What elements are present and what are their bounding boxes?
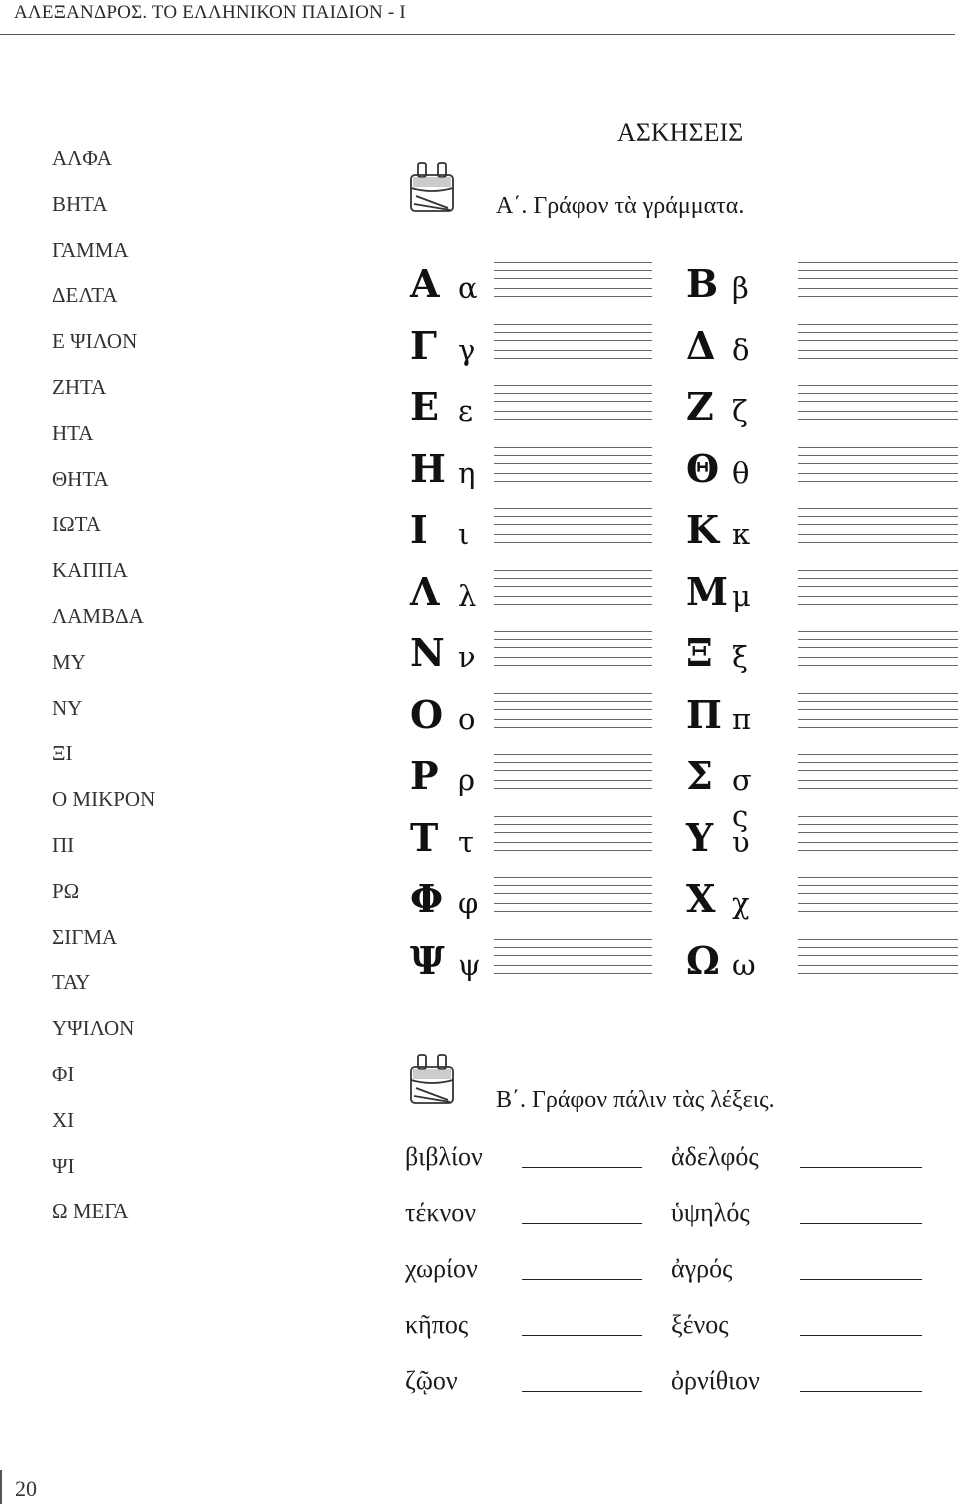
writing-guidelines[interactable] xyxy=(798,570,958,620)
writing-guidelines[interactable] xyxy=(798,385,958,435)
answer-blank[interactable] xyxy=(800,1223,922,1224)
letter-name: ΙΩΤΑ xyxy=(52,512,101,537)
writing-guidelines[interactable] xyxy=(798,508,958,558)
uppercase-letter: Η xyxy=(410,445,446,491)
writing-guidelines[interactable] xyxy=(494,447,652,497)
letter-pair xyxy=(410,631,495,681)
writing-guidelines[interactable] xyxy=(798,631,958,681)
word: τέκνον xyxy=(405,1198,476,1227)
writing-guidelines[interactable] xyxy=(798,262,958,312)
letter-name: Ο ΜΙΚΡΟΝ xyxy=(52,787,156,812)
writing-guidelines[interactable] xyxy=(798,693,958,743)
letter-pair xyxy=(410,385,495,435)
writing-guidelines[interactable] xyxy=(798,816,958,866)
lowercase-letter: θ xyxy=(732,455,750,490)
letter-pair xyxy=(686,753,771,833)
letter-pair xyxy=(686,939,771,989)
uppercase-letter: Ο xyxy=(410,691,444,737)
writing-guidelines[interactable] xyxy=(494,385,652,435)
letter-name: ΨΙ xyxy=(52,1153,75,1178)
letter-pair xyxy=(410,693,495,743)
uppercase-letter: Ε xyxy=(410,384,439,429)
lowercase-letter: δ xyxy=(732,332,750,367)
letter-name: ΔΕΛΤΑ xyxy=(52,283,118,308)
letter-name: ΜΥ xyxy=(52,649,86,674)
answer-blank[interactable] xyxy=(800,1391,922,1392)
answer-blank[interactable] xyxy=(522,1279,642,1280)
exercise-a-heading: Α΄. Γράφον τὰ γράμματα. xyxy=(496,193,745,219)
uppercase-letter: Σ xyxy=(686,753,713,798)
answer-blank[interactable] xyxy=(800,1167,922,1168)
uppercase-letter: Τ xyxy=(410,814,439,860)
letter-pair xyxy=(686,262,771,312)
lowercase-letter: ε xyxy=(458,394,474,428)
uppercase-letter: Ι xyxy=(410,507,428,552)
lowercase-letter: λ xyxy=(458,578,477,613)
word: ὑψηλός xyxy=(671,1198,750,1227)
lowercase-letter: τ xyxy=(458,824,475,859)
lowercase-letter: β xyxy=(732,271,749,305)
lowercase-letter: α xyxy=(458,271,478,305)
lowercase-letter: μ xyxy=(732,578,751,613)
writing-guidelines[interactable] xyxy=(494,754,652,804)
lowercase-letter: ζ xyxy=(732,394,748,428)
letter-pair xyxy=(686,508,771,558)
letter-name: Ε ΨΙΛΟΝ xyxy=(52,329,138,354)
word: ζῷον xyxy=(405,1366,458,1395)
writing-guidelines[interactable] xyxy=(798,877,958,927)
letter-pair xyxy=(410,262,495,312)
lowercase-letter: γ xyxy=(458,332,476,367)
letter-pair xyxy=(410,877,495,927)
letter-pair xyxy=(686,816,771,866)
word: χωρίον xyxy=(405,1254,478,1283)
uppercase-letter: Μ xyxy=(686,568,729,614)
letter-name: ΑΛΦΑ xyxy=(52,146,112,170)
answer-blank[interactable] xyxy=(522,1335,642,1336)
lowercase-letter: π xyxy=(732,701,752,736)
answer-blank[interactable] xyxy=(800,1279,922,1280)
writing-guidelines[interactable] xyxy=(798,324,958,374)
lowercase-letter: ν xyxy=(458,640,476,674)
uppercase-letter: Γ xyxy=(410,322,437,368)
word: ἀγρός xyxy=(671,1254,733,1283)
word: κῆπος xyxy=(405,1310,469,1339)
lowercase-letter: ρ xyxy=(458,763,476,797)
lowercase-letter: χ xyxy=(732,886,750,920)
writing-guidelines[interactable] xyxy=(494,816,652,866)
letter-name: ΓΑΜΜΑ xyxy=(52,237,129,262)
letter-pair xyxy=(686,324,771,374)
letter-names-list xyxy=(52,143,155,1242)
letter-name: ΒΗΤΑ xyxy=(52,191,108,216)
lowercase-letter: φ xyxy=(458,886,479,920)
answer-blank[interactable] xyxy=(522,1167,642,1168)
writing-guidelines[interactable] xyxy=(494,877,652,927)
uppercase-letter: Λ xyxy=(410,568,440,614)
letter-name: Ω ΜΕΓΑ xyxy=(52,1199,129,1224)
writing-guidelines[interactable] xyxy=(494,570,652,620)
page-header xyxy=(0,0,960,40)
lowercase-letter: ψ xyxy=(458,947,481,982)
writing-guidelines[interactable] xyxy=(494,693,652,743)
letter-name: ΚΑΠΠΑ xyxy=(52,558,128,583)
writing-guidelines[interactable] xyxy=(798,447,958,497)
uppercase-letter: Ρ xyxy=(410,753,439,798)
header-title: ΑΛΕΞΑΝΔΡΟΣ. ΤΟ ΕΛΛΗΝΙΚΟΝ ΠΑΙΔΙΟΝ - Ι xyxy=(14,2,406,23)
letter-name: ΞΙ xyxy=(52,741,73,766)
uppercase-letter: Α xyxy=(410,261,440,306)
writing-guidelines[interactable] xyxy=(494,324,652,374)
lowercase-letter: ι xyxy=(458,517,470,551)
lowercase-letter: κ xyxy=(732,517,751,551)
lowercase-letter: ξ xyxy=(732,640,748,674)
letter-pair xyxy=(686,877,771,927)
header-rule xyxy=(0,34,955,35)
uppercase-letter: Κ xyxy=(686,507,720,552)
uppercase-letter: Π xyxy=(686,691,722,737)
writing-guidelines[interactable] xyxy=(494,508,652,558)
word: βιβλίον xyxy=(405,1142,483,1171)
uppercase-letter: Ξ xyxy=(686,630,713,675)
uppercase-letter: Υ xyxy=(686,814,714,860)
answer-blank[interactable] xyxy=(522,1223,642,1224)
writing-guidelines[interactable] xyxy=(494,939,652,989)
letter-pair xyxy=(686,385,771,435)
lowercase-letter: υ xyxy=(732,824,750,859)
letter-pair xyxy=(410,754,495,804)
writing-guidelines[interactable] xyxy=(798,939,958,989)
letter-pair xyxy=(686,447,771,497)
footer-rule xyxy=(0,1470,2,1504)
letter-name: ΥΨΙΛΟΝ xyxy=(52,1016,135,1041)
letter-name: ΝΥ xyxy=(52,695,83,720)
uppercase-letter: Δ xyxy=(686,322,716,368)
letter-pair xyxy=(410,447,495,497)
writing-guidelines[interactable] xyxy=(798,754,958,804)
uppercase-letter: Ω xyxy=(686,937,720,983)
backpack-icon xyxy=(408,1052,458,1110)
uppercase-letter: Β xyxy=(686,261,719,306)
letter-pair xyxy=(410,570,495,620)
uppercase-letter: Ν xyxy=(410,630,445,675)
letter-pair xyxy=(410,939,495,989)
answer-blank[interactable] xyxy=(800,1335,922,1336)
letter-name: ΠΙ xyxy=(52,832,75,857)
letter-pair xyxy=(686,631,771,681)
letter-name: ΤΑΥ xyxy=(52,970,91,995)
letter-pair xyxy=(410,508,495,558)
word: ἀδελφός xyxy=(671,1142,759,1171)
lowercase-letter: σ ς xyxy=(732,763,752,833)
word: ξένος xyxy=(671,1310,729,1339)
letter-name: ΡΩ xyxy=(52,878,80,903)
lowercase-letter: ω xyxy=(732,947,756,982)
word: ὀρνίθιον xyxy=(671,1366,760,1395)
page-number: 20 xyxy=(15,1476,37,1501)
letter-pair xyxy=(410,816,495,866)
writing-guidelines[interactable] xyxy=(494,631,652,681)
letter-name: ΦΙ xyxy=(52,1061,75,1086)
letter-pair xyxy=(410,324,495,374)
letter-pair xyxy=(686,693,771,743)
letter-name: ΧΙ xyxy=(52,1107,75,1132)
letter-name: ΣΙΓΜΑ xyxy=(52,924,118,949)
lowercase-letter: ο xyxy=(458,701,476,736)
answer-blank[interactable] xyxy=(522,1391,642,1392)
writing-guidelines[interactable] xyxy=(494,262,652,312)
exercises-title: ΑΣΚΗΣΕΙΣ xyxy=(617,118,744,147)
uppercase-letter: Ψ xyxy=(410,937,445,983)
letter-name: ΘΗΤΑ xyxy=(52,466,109,491)
uppercase-letter: Θ xyxy=(686,445,720,491)
uppercase-letter: Ζ xyxy=(686,384,714,429)
exercise-b-heading: Β΄. Γράφον πάλιν τὰς λέξεις. xyxy=(496,1087,775,1113)
letter-name: ΖΗΤΑ xyxy=(52,374,107,399)
uppercase-letter: Χ xyxy=(686,876,716,921)
backpack-icon xyxy=(408,160,458,218)
uppercase-letter: Φ xyxy=(410,876,444,921)
letter-name: ΗΤΑ xyxy=(52,420,94,445)
letter-pair xyxy=(686,570,771,620)
letter-name: ΛΑΜΒΔΑ xyxy=(52,603,144,628)
lowercase-letter: η xyxy=(458,455,476,490)
